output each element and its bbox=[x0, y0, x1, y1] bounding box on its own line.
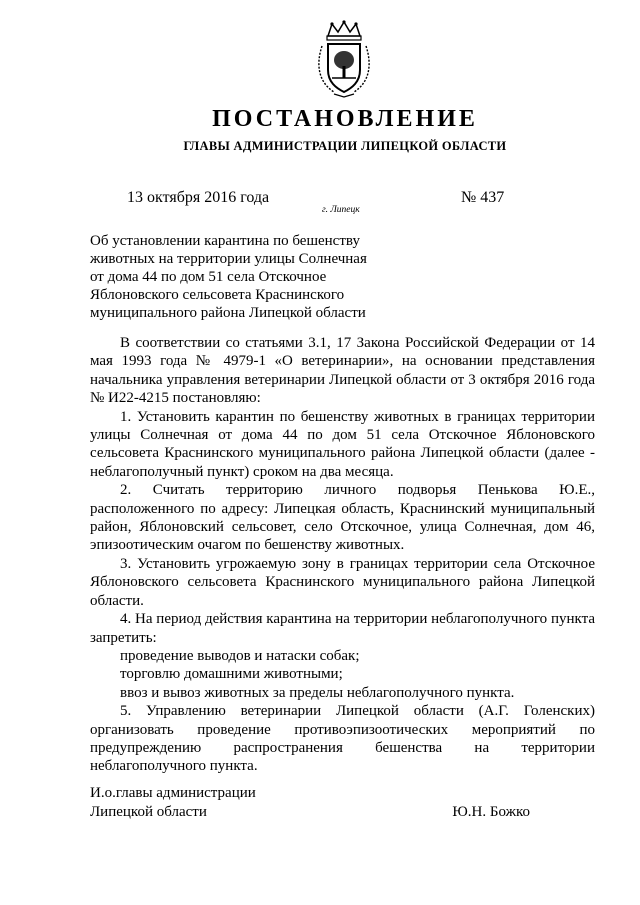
subject-line: Яблоновского сельсовета Краснинского bbox=[90, 287, 345, 303]
document-subject bbox=[90, 232, 390, 322]
signatory-title-line-1: И.о.главы администрации bbox=[90, 785, 256, 801]
signatory-name: Ю.Н. Божко bbox=[452, 804, 530, 820]
preamble-paragraph: В соответствии со статьями 3.1, 17 Закона Российской Федерации от 14 мая 1993 года № 4979-1 «О ветеринарии», на основании представления начальника управления ветеринарии Липецкой области от 3 октября 2016 года № И22-4215 постановляю: bbox=[90, 335, 595, 407]
signature-block bbox=[90, 784, 530, 822]
subject-line: животных на территории улицы Солнечная bbox=[90, 251, 367, 267]
clause-4-item: торговлю домашними животными; bbox=[120, 666, 343, 683]
clause-4: 4. На период действия карантина на территории неблагополучного пункта запретить: bbox=[90, 611, 595, 646]
document-issuer: ГЛАВЫ АДМИНИСТРАЦИИ ЛИПЕЦКОЙ ОБЛАСТИ bbox=[183, 139, 507, 153]
subject-line: Об установлении карантина по бешенству bbox=[90, 233, 360, 249]
clause-4-item: проведение выводов и натаски собак; bbox=[120, 647, 360, 664]
clause-2: 2. Считать территорию личного подворья Пенькова Ю.Е., расположенного по адресу: Липецкая область, Краснинский муниципальный район, Яблоновский сельсовет, село Отскочное, улица Солнечная, дом 46, эпизоотическим очагом по бешенству животных. bbox=[90, 482, 595, 554]
document-number: № 437 bbox=[461, 189, 505, 206]
coat-of-arms-icon bbox=[314, 20, 374, 98]
signatory-title-line-2: Липецкой области bbox=[90, 804, 207, 820]
document-body bbox=[90, 334, 595, 776]
subject-line: от дома 44 по дом 51 села Отскочное bbox=[90, 269, 327, 285]
clause-3: 3. Установить угрожаемую зону в границах территории села Отскочное Яблоновского сельсовета Краснинского муниципального района Липецкой области. bbox=[90, 555, 595, 609]
subject-line: муниципального района Липецкой области bbox=[90, 305, 366, 321]
document-city: г. Липецк bbox=[322, 205, 360, 215]
clause-4-item: ввоз и вывоз животных за пределы неблагополучного пункта. bbox=[120, 684, 515, 701]
document-title: ПОСТАНОВЛЕНИЕ bbox=[212, 106, 478, 132]
document-date: 13 октября 2016 года bbox=[127, 189, 270, 206]
clause-1: 1. Установить карантин по бешенству животных в границах территории улицы Солнечная от дома 44 по дом 51 села Отскочное Яблоновского сельсовета Краснинского муниципального района Липецкой области (далее - неблагополучный пункт) сроком на два месяца. bbox=[90, 408, 595, 480]
clause-5: 5. Управлению ветеринарии Липецкой области (А.Г. Голенских) организовать проведение противоэпизоотических мероприятий по предупреждению распространения бешенства на территории неблагополучного пункта. bbox=[90, 703, 595, 775]
